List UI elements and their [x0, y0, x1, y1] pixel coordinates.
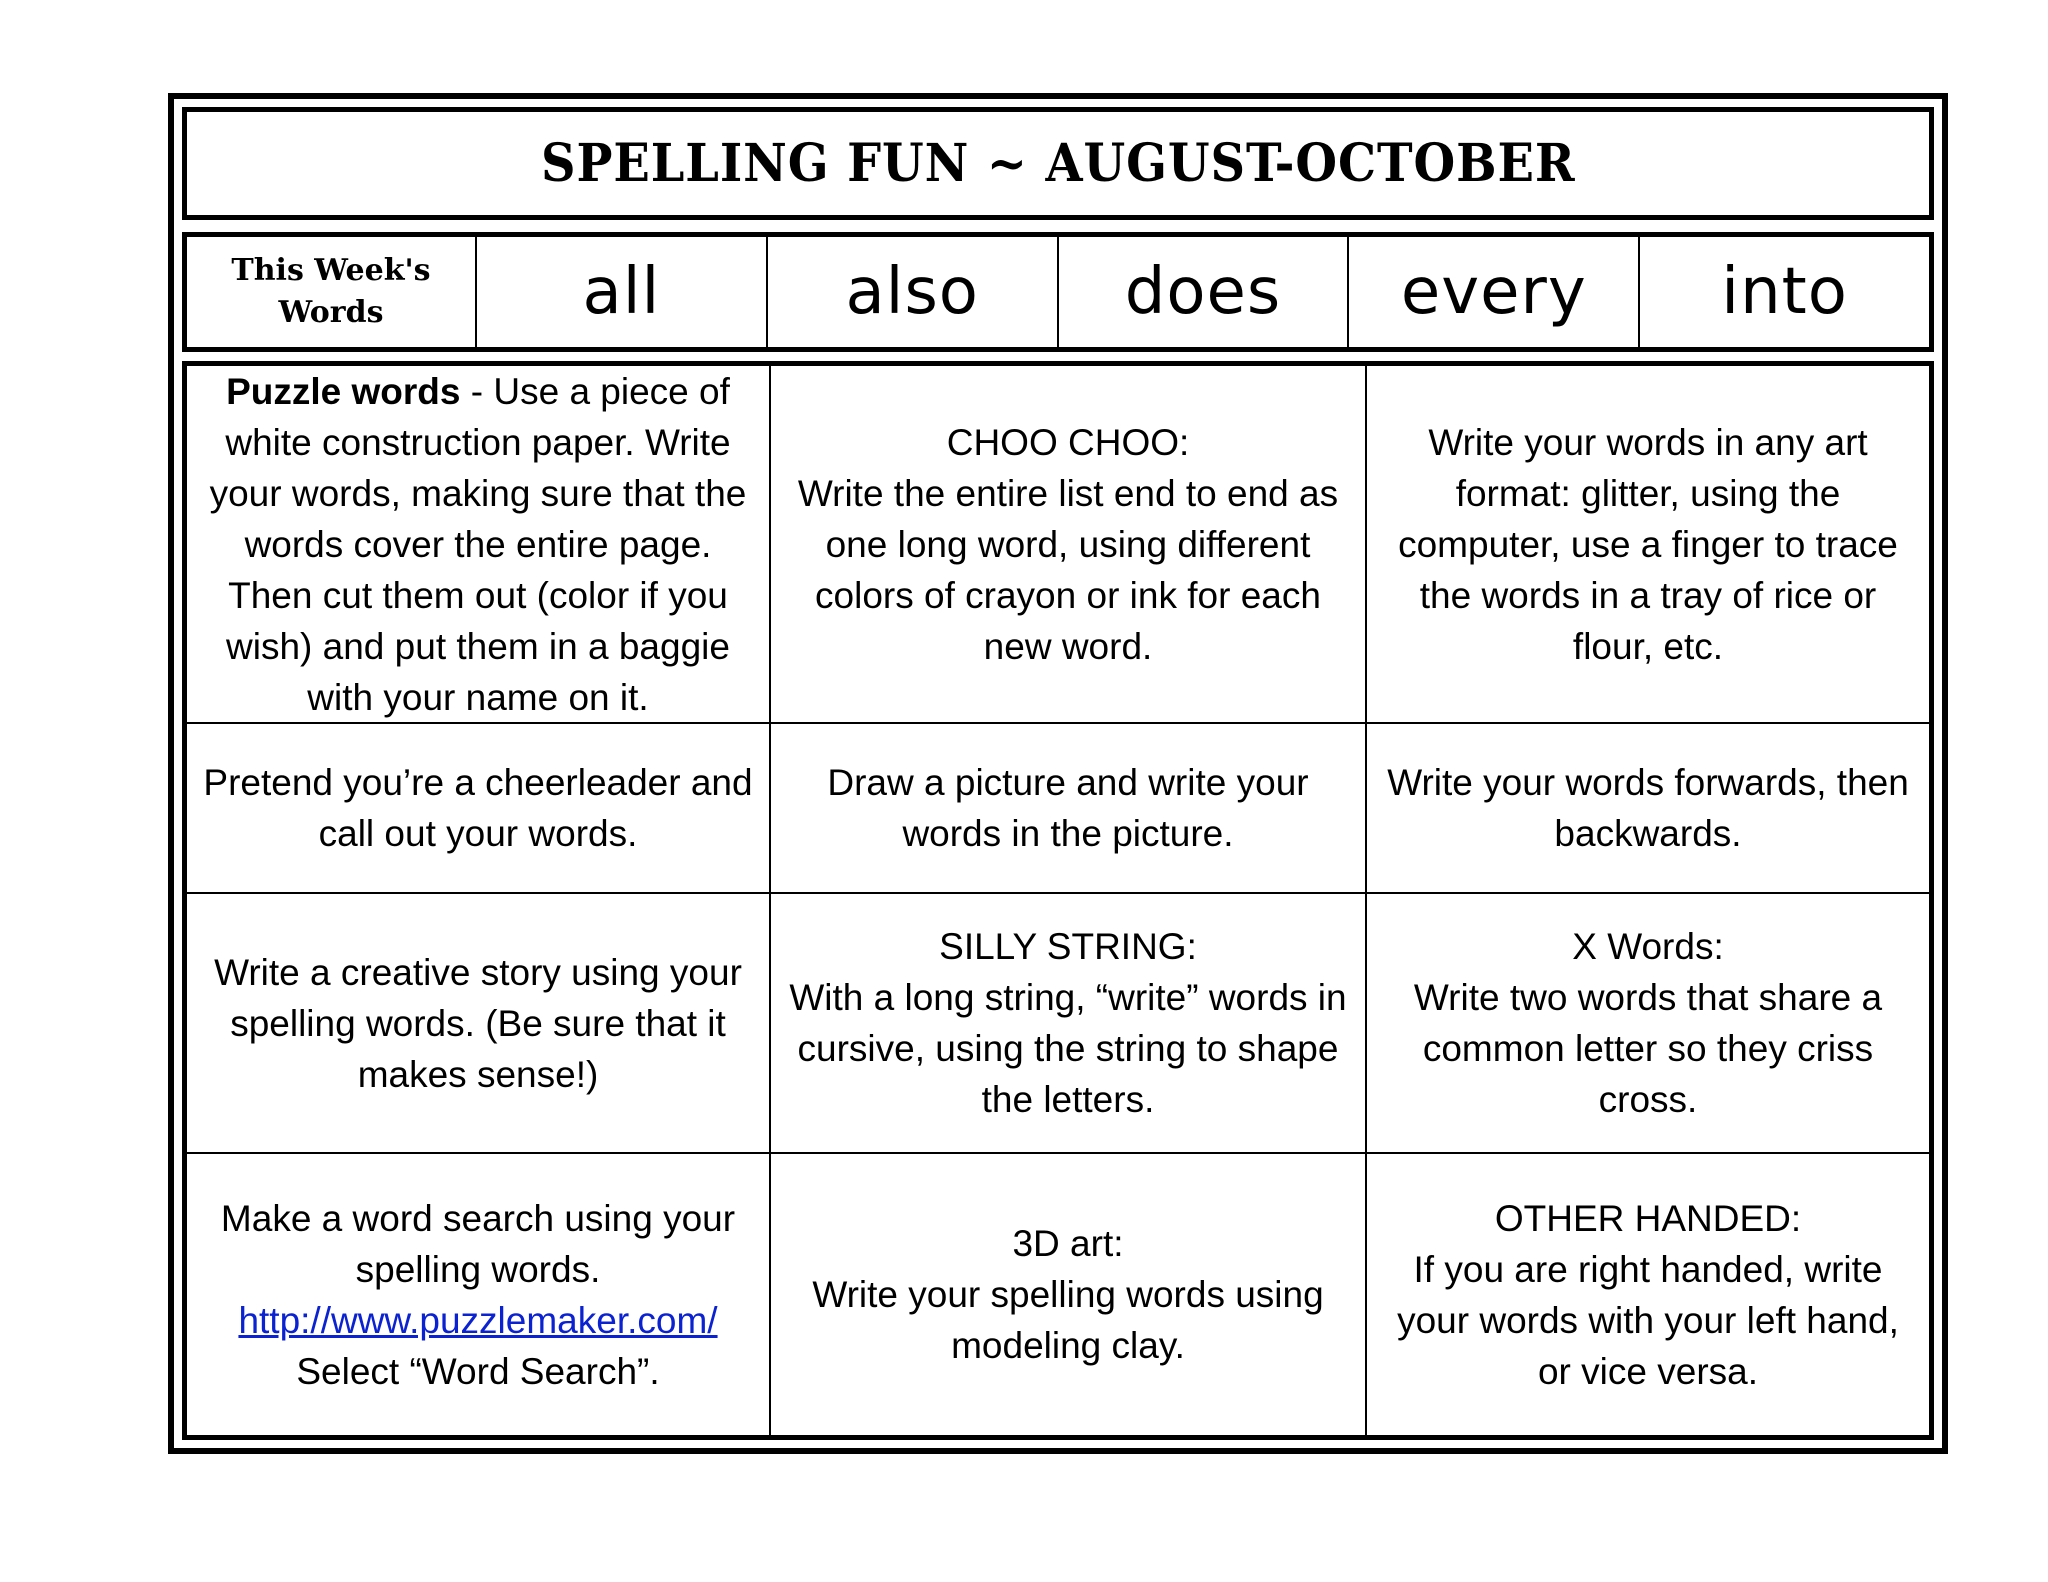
- activity-grid: [182, 361, 1934, 1440]
- activity-text: Write your spelling words using modeling clay.: [812, 1274, 1324, 1366]
- puzzlemaker-link[interactable]: http://www.puzzlemaker.com/: [238, 1299, 718, 1341]
- activity-creative-story: [187, 894, 771, 1154]
- activity-heading: CHOO CHOO:: [946, 421, 1190, 463]
- activity-text: Write your words in any art format: glitter, using the computer, use a finger to trace the words in a tray of rice or flour, etc.: [1398, 421, 1898, 667]
- weekly-words-label: [187, 237, 477, 347]
- spelling-word: does: [1059, 237, 1350, 347]
- activity-heading: OTHER HANDED:: [1494, 1197, 1802, 1239]
- activity-puzzle-words: [187, 366, 771, 724]
- activity-text: If you are right handed, write your words with your left hand, or vice versa.: [1397, 1248, 1899, 1392]
- spelling-word: into: [1721, 255, 1848, 329]
- weekly-words-label-line2: Words: [278, 295, 384, 330]
- activity-x-words: [1367, 894, 1929, 1154]
- activity-text: Write a creative story using your spelling words. (Be sure that it makes sense!): [214, 951, 742, 1095]
- activity-forwards-backwards: [1367, 724, 1929, 894]
- activity-choo-choo: [771, 366, 1367, 724]
- activity-other-handed: [1367, 1154, 1929, 1435]
- activity-text: Draw a picture and write your words in the picture.: [827, 762, 1309, 854]
- activity-text: - Use a piece of white construction paper. Write your words, making sure that the words cover the entire page. Then cut them out (color if you wish) and put them in a baggie with your name on it.: [209, 370, 747, 718]
- activity-word-search: [187, 1154, 771, 1435]
- page-title: SPELLING FUN ~ AUGUST-OCTOBER: [540, 133, 1576, 194]
- spelling-word: also: [768, 237, 1059, 347]
- activity-cheerleader: [187, 724, 771, 894]
- spelling-activity-table: [168, 93, 1948, 1454]
- activity-heading: Puzzle words: [226, 370, 461, 412]
- activity-art-format: [1367, 366, 1929, 724]
- weekly-words-label-line1: This Week's: [231, 253, 431, 288]
- activity-text-after: Select “Word Search”.: [296, 1350, 660, 1392]
- activity-text: Make a word search using your spelling words.: [220, 1197, 736, 1290]
- activity-silly-string: [771, 894, 1367, 1154]
- title-row: [182, 107, 1934, 220]
- activity-text: With a long string, “write” words in cursive, using the string to shape the letters.: [789, 977, 1347, 1120]
- activity-draw-picture: [771, 724, 1367, 894]
- activity-text: Pretend you’re a cheerleader and call out your words.: [203, 762, 753, 854]
- activity-text: Write the entire list end to end as one long word, using different colors of crayon or ink for each new word.: [797, 472, 1339, 667]
- activity-text: Write your words forwards, then backwards.: [1387, 762, 1909, 854]
- activity-3d-art: [771, 1154, 1367, 1435]
- weekly-words-row: [182, 232, 1934, 352]
- activity-heading: SILLY STRING:: [939, 926, 1197, 967]
- activity-heading: X Words:: [1572, 926, 1724, 967]
- activity-heading: 3D art:: [1012, 1223, 1124, 1264]
- activity-text: Write two words that share a common letter so they criss cross.: [1413, 977, 1883, 1120]
- spelling-word: every: [1349, 237, 1640, 347]
- spelling-word: all: [477, 237, 768, 347]
